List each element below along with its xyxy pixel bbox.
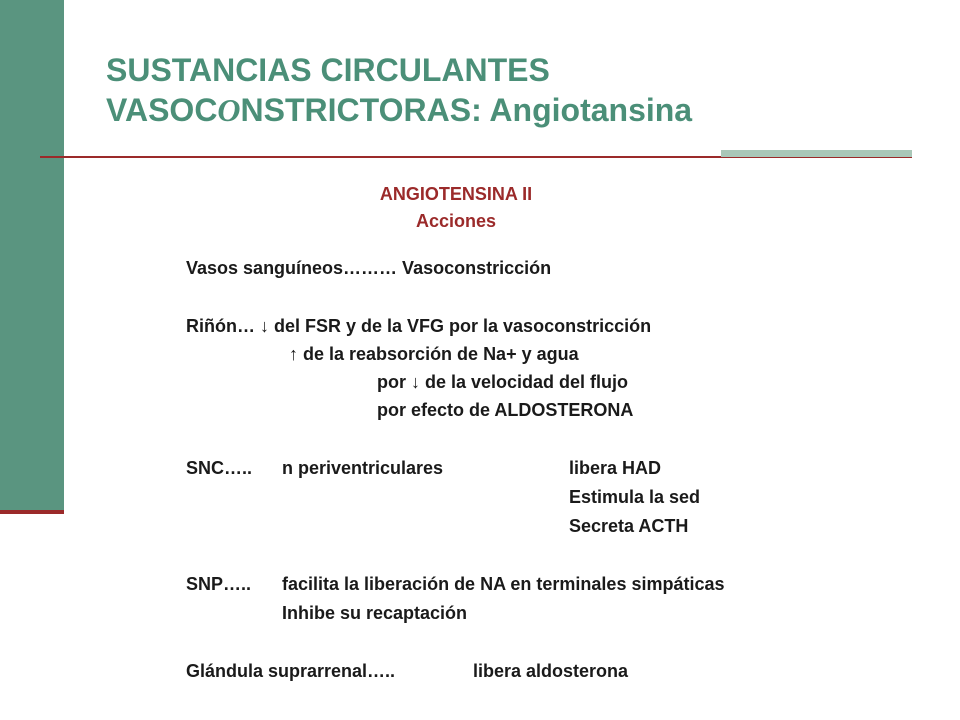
line-snp-2: Inhibe su recaptación [282,603,468,623]
line-snc-action-1: libera HAD [569,458,662,478]
line-snp-label: SNP….. [186,574,252,594]
side-accent-bar-edge [0,510,64,514]
slide-title-line-2-end: NSTRICTORAS: Angiotansina [240,92,693,128]
slide-title-line-2-start: VASOC [106,92,218,128]
slide-title [106,50,692,130]
line-glandula-label: Glándula suprarrenal….. [186,661,396,681]
line-glandula-action: libera aldosterona [473,661,629,681]
line-snp-1: facilita la liberación de NA en terminales simpáticas [282,574,725,594]
line-rinon-3: por ↓ de la velocidad del flujo [377,372,629,392]
line-snc-action-3: Secreta ACTH [569,516,689,536]
line-snc-action-2: Estimula la sed [569,487,701,507]
line-rinon-4: por efecto de ALDOSTERONA [377,400,634,420]
line-rinon-1: Riñón… ↓ del FSR y de la VFG por la vasoconstricción [186,316,652,336]
section-subheading: Acciones [415,211,497,231]
line-snc-label: SNC….. [186,458,253,478]
line-snc-site: n periventriculares [282,458,444,478]
line-vasos: Vasos sanguíneos……… Vasoconstricción [186,258,552,278]
section-heading: ANGIOTENSINA II [379,184,533,204]
line-rinon-2: ↑ de la reabsorción de Na+ y agua [289,344,579,364]
slide-title-line-1: SUSTANCIAS CIRCULANTES [106,52,550,88]
title-divider-accent [721,150,912,157]
slide-title-line-2-o: O [217,92,241,128]
side-accent-bar [0,0,64,510]
slide-title-line-2 [106,90,692,130]
